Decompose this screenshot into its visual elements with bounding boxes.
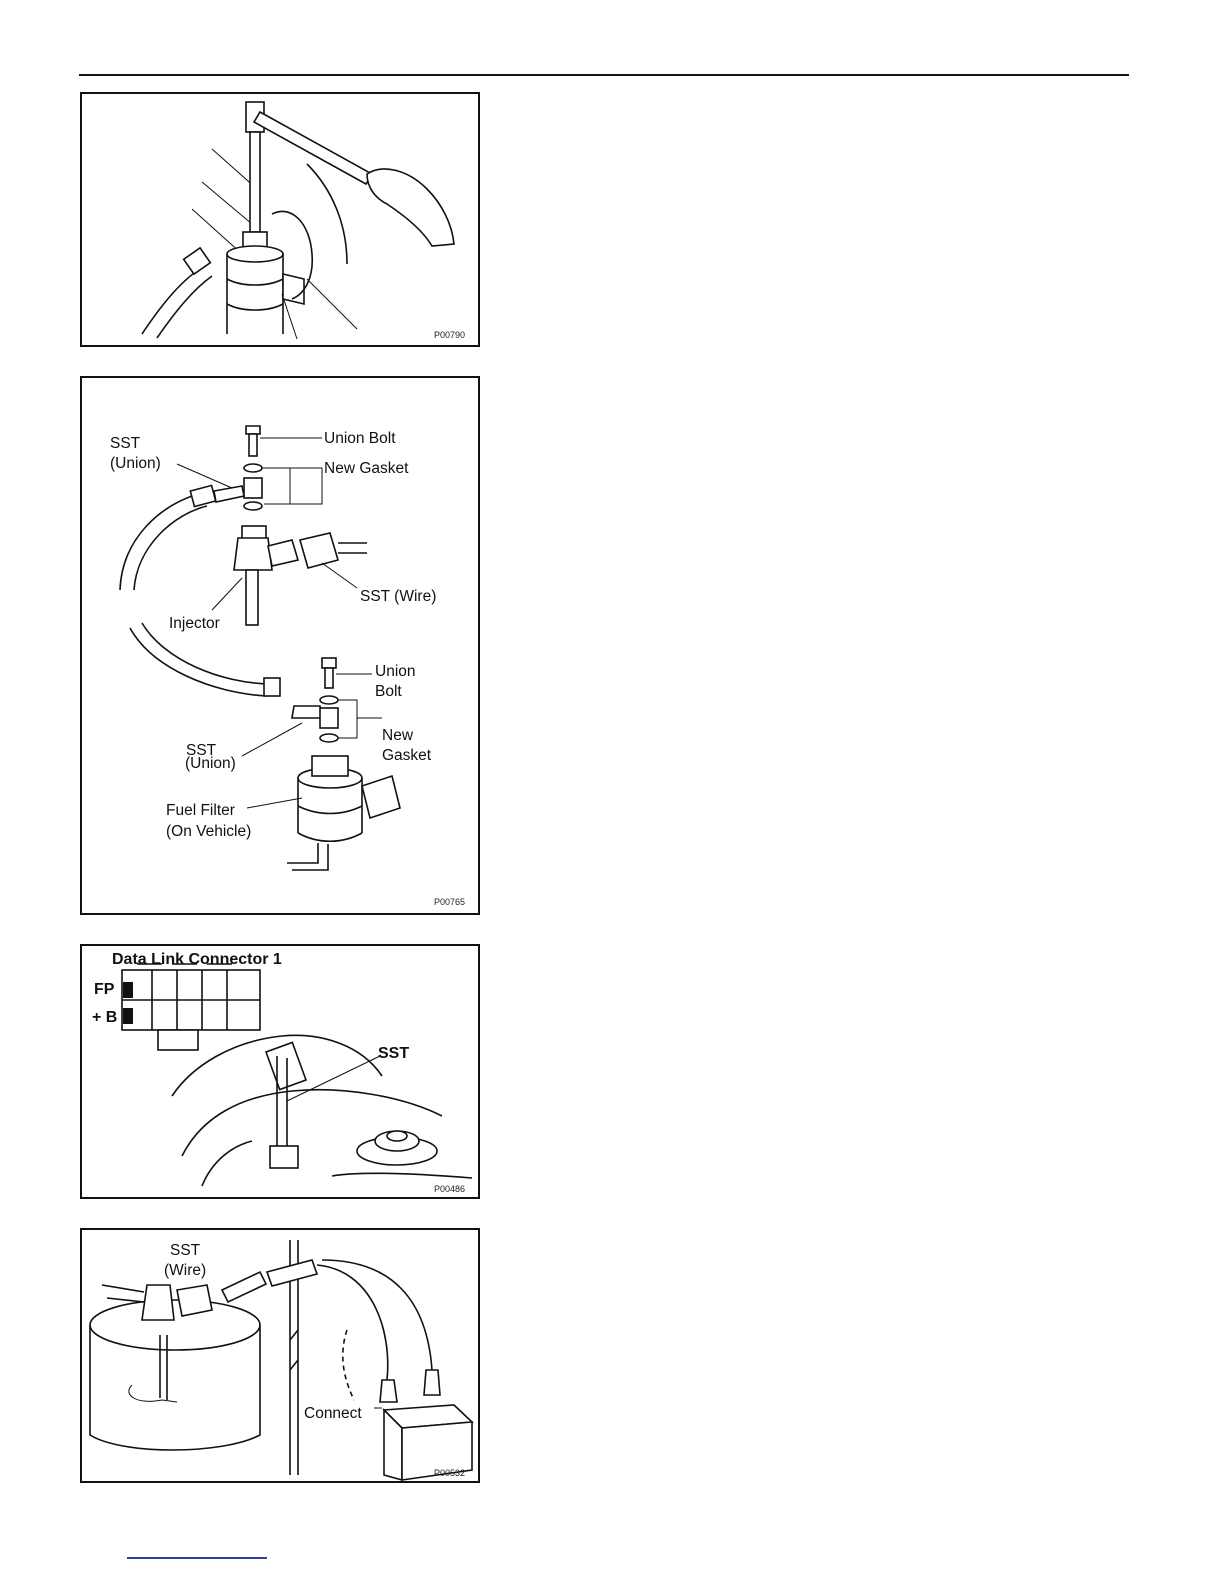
figure-code: P00790	[434, 330, 466, 340]
label-sst: SST	[170, 1242, 201, 1259]
label-sst-union-bottom: SST	[186, 742, 217, 759]
figure-injector-test-setup	[80, 376, 480, 915]
label-fuel-filter: Fuel Filter	[166, 802, 235, 819]
label-sst-union-top-paren: (Union)	[110, 455, 161, 472]
label-sst-wire: SST (Wire)	[360, 588, 437, 605]
label-fp: FP	[94, 981, 115, 998]
header-rule	[79, 74, 1129, 76]
label-connect: Connect	[304, 1405, 362, 1422]
label-sst-wire: (Wire)	[164, 1262, 207, 1279]
label-new-gasket-top: New Gasket	[324, 460, 409, 477]
figure-code: P00765	[434, 897, 466, 907]
figure-data-link-connector	[80, 944, 480, 1199]
label-new-gasket-bottom-2: Gasket	[382, 747, 432, 764]
data-link-connector-illustration	[82, 946, 478, 1197]
label-sst-union-top: SST	[110, 435, 141, 452]
label-union-bolt-top: Union Bolt	[324, 430, 396, 447]
figure-code: P00486	[434, 1184, 466, 1194]
battery-connection-illustration	[82, 1230, 478, 1481]
figure-code: P00532	[434, 1468, 466, 1478]
label-data-link-connector: Data Link Connector 1	[112, 951, 282, 968]
footer-link-underline[interactable]	[127, 1557, 267, 1559]
label-sst: SST	[378, 1045, 410, 1062]
wrench-illustration	[82, 94, 478, 345]
label-fuel-filter-on-vehicle: (On Vehicle)	[166, 823, 252, 840]
label-new-gasket-bottom: New	[382, 727, 414, 744]
label-union-bolt-bottom-2: Bolt	[375, 683, 402, 700]
label-injector: Injector	[169, 615, 220, 632]
injector-setup-illustration	[82, 378, 478, 913]
label-sst-union-bottom-paren-visible: (Union)	[185, 755, 236, 772]
label-union-bolt-bottom: Union	[375, 663, 416, 680]
figure-wrench-fuel-filter	[80, 92, 480, 347]
figure-battery-connection	[80, 1228, 480, 1483]
label-plus-b: + B	[92, 1009, 118, 1026]
